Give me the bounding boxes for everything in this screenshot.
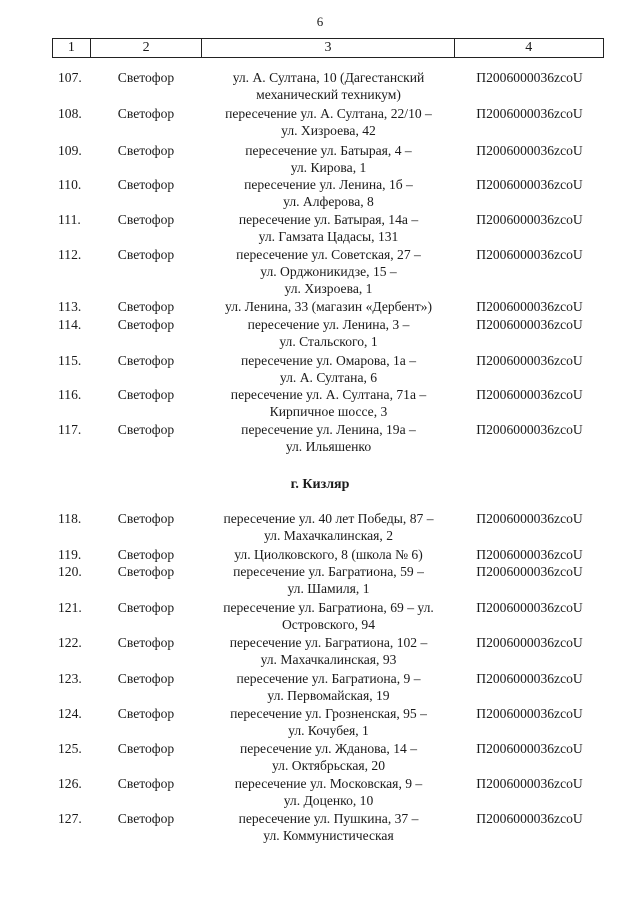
row-type: Светофор [117,547,175,562]
row-type: Светофор [117,422,175,437]
table-row [52,298,604,315]
address-line: пересечение ул. Багратиона, 102 – [229,635,428,650]
address-line: ул. Махачкалинская, 2 [263,528,394,543]
table-row [52,105,604,139]
row-address [202,546,455,563]
row-type: Светофор [117,106,175,121]
row-type: Светофор [117,706,175,721]
row-code: П2006000036zcoU [476,706,583,721]
address-line: ул. Первомайская, 19 [267,688,390,703]
table-row [52,142,604,176]
row-number: 126. [58,776,82,791]
address-line: ул. Гамзата Цадасы, 131 [258,229,399,244]
table-row [52,599,604,633]
address-line: Кирпичное шоссе, 3 [269,404,388,419]
row-number: 109. [58,143,82,158]
address-line: механический техникум) [256,87,401,102]
row-type: Светофор [117,564,175,579]
row-type: Светофор [117,776,175,791]
header-col-4: 4 [525,40,533,55]
table-row [52,316,604,350]
row-code: П2006000036zcoU [476,247,583,262]
row-type: Светофор [117,671,175,686]
row-address [202,316,455,350]
address-line: пересечение ул. Багратиона, 69 – ул. [223,600,434,615]
address-line: пересечение ул. Ленина, 1б – [244,177,413,192]
table-row [52,352,604,386]
address-line: пересечение ул. Багратиона, 59 – [233,564,424,579]
row-type: Светофор [117,177,175,192]
address-line: пересечение ул. А. Султана, 22/10 – [225,106,432,121]
row-number: 114. [58,317,82,332]
address-line: Островского, 94 [281,617,376,632]
row-type: Светофор [117,600,175,615]
row-address [202,69,455,103]
row-address [202,599,455,633]
table-row [52,810,604,844]
address-line: пересечение ул. Советская, 27 – [236,247,421,262]
row-address [202,105,455,139]
row-type: Светофор [117,247,175,262]
row-address [202,298,455,315]
table-row [52,705,604,739]
address-line: ул. Коммунистическая [263,828,394,843]
address-line: ул. А. Султана, 10 (Дагестанский [232,70,425,85]
row-type: Светофор [117,635,175,650]
row-code: П2006000036zcoU [476,143,583,158]
table-row [52,386,604,420]
table-row [52,211,604,245]
table-row [52,670,604,704]
table-row [52,510,604,544]
address-line: пересечение ул. Батырая, 14а – [238,212,419,227]
table-row [52,546,604,563]
row-number: 123. [58,671,82,686]
address-line: ул. Хизроева, 1 [284,281,373,296]
table-row [52,775,604,809]
row-address [202,211,455,245]
address-line: пересечение ул. 40 лет Победы, 87 – [223,511,434,526]
address-line: ул. А. Султана, 6 [279,370,378,385]
address-line: пересечение ул. Московская, 9 – [234,776,423,791]
row-type: Светофор [117,511,175,526]
table-row [52,634,604,668]
address-line: ул. Алферова, 8 [283,194,374,209]
row-code: П2006000036zcoU [476,70,583,85]
row-code: П2006000036zcoU [476,212,583,227]
row-address [202,142,455,176]
address-line: ул. Ильяшенко [285,439,372,454]
row-type: Светофор [117,811,175,826]
row-number: 118. [58,511,82,526]
address-line: ул. Кирова, 1 [290,160,367,175]
row-number: 113. [58,299,82,314]
row-address [202,176,455,210]
row-code: П2006000036zcoU [476,511,583,526]
address-line: ул. Доценко, 10 [283,793,374,808]
table-row [52,740,604,774]
row-number: 116. [58,387,82,402]
address-line: ул. Октябрьская, 20 [271,758,386,773]
table-row [52,563,604,597]
row-code: П2006000036zcoU [476,776,583,791]
table-row [52,176,604,210]
row-type: Светофор [117,70,175,85]
row-code: П2006000036zcoU [476,177,583,192]
address-line: ул. Циолковского, 8 (школа № 6) [234,547,423,562]
row-code: П2006000036zcoU [476,299,583,314]
row-type: Светофор [117,387,175,402]
header-col-3: 3 [202,39,454,57]
row-code: П2006000036zcoU [476,547,583,562]
row-number: 121. [58,600,82,615]
row-code: П2006000036zcoU [476,600,583,615]
row-number: 122. [58,635,82,650]
row-number: 125. [58,741,82,756]
row-code: П2006000036zcoU [476,387,583,402]
row-number: 112. [58,247,82,262]
row-type: Светофор [117,353,175,368]
address-line: ул. Шамиля, 1 [287,581,370,596]
address-line: ул. Хизроева, 42 [281,123,376,138]
address-line: пересечение ул. Ленина, 3 – [247,317,410,332]
row-number: 111. [58,212,81,227]
address-line: пересечение ул. Жданова, 14 – [239,741,418,756]
section-title: г. Кизляр [290,477,350,492]
row-number: 117. [58,422,82,437]
row-type: Светофор [117,317,175,332]
table-header [52,38,604,58]
row-number: 115. [58,353,82,368]
row-code: П2006000036zcoU [476,422,583,437]
table-row [52,69,604,103]
row-type: Светофор [117,143,175,158]
row-address [202,386,455,420]
row-address [202,246,455,297]
address-line: ул. Махачкалинская, 93 [260,652,397,667]
address-line: пересечение ул. Пушкина, 37 – [238,811,419,826]
header-col-1: 1 [53,39,91,57]
header-col-2: 2 [91,39,203,57]
address-line: пересечение ул. Омарова, 1а – [240,353,417,368]
table-row [52,246,604,297]
row-number: 120. [58,564,82,579]
row-number: 110. [58,177,82,192]
row-type: Светофор [117,299,175,314]
row-number: 124. [58,706,82,721]
address-line: пересечение ул. Батырая, 4 – [245,143,412,158]
row-address [202,670,455,704]
row-number: 127. [58,811,82,826]
row-code: П2006000036zcoU [476,317,583,332]
row-code: П2006000036zcoU [476,671,583,686]
row-number: 119. [58,547,82,562]
page-number: 6 [316,14,324,29]
row-address [202,634,455,668]
address-line: пересечение ул. Ленина, 19а – [241,422,416,437]
row-code: П2006000036zcoU [476,635,583,650]
table-row [52,421,604,455]
row-code: П2006000036zcoU [476,106,583,121]
row-type: Светофор [117,741,175,756]
address-line: пересечение ул. Багратиона, 9 – [236,671,421,686]
row-address [202,810,455,844]
row-number: 108. [58,106,82,121]
row-address [202,563,455,597]
row-address [202,421,455,455]
row-number: 107. [58,70,82,85]
row-address [202,352,455,386]
address-line: ул. Орджоникидзе, 15 – [260,264,397,279]
row-address [202,740,455,774]
address-line: ул. Стальского, 1 [279,334,378,349]
row-code: П2006000036zcoU [476,741,583,756]
address-line: ул. Кочубея, 1 [288,723,369,738]
address-line: пересечение ул. А. Султана, 71а – [230,387,427,402]
row-code: П2006000036zcoU [476,353,583,368]
row-address [202,510,455,544]
row-code: П2006000036zcoU [476,564,583,579]
address-line: пересечение ул. Грозненская, 95 – [230,706,427,721]
row-address [202,775,455,809]
row-code: П2006000036zcoU [476,811,583,826]
address-line: ул. Ленина, 33 (магазин «Дербент») [225,299,432,314]
row-type: Светофор [117,212,175,227]
row-address [202,705,455,739]
